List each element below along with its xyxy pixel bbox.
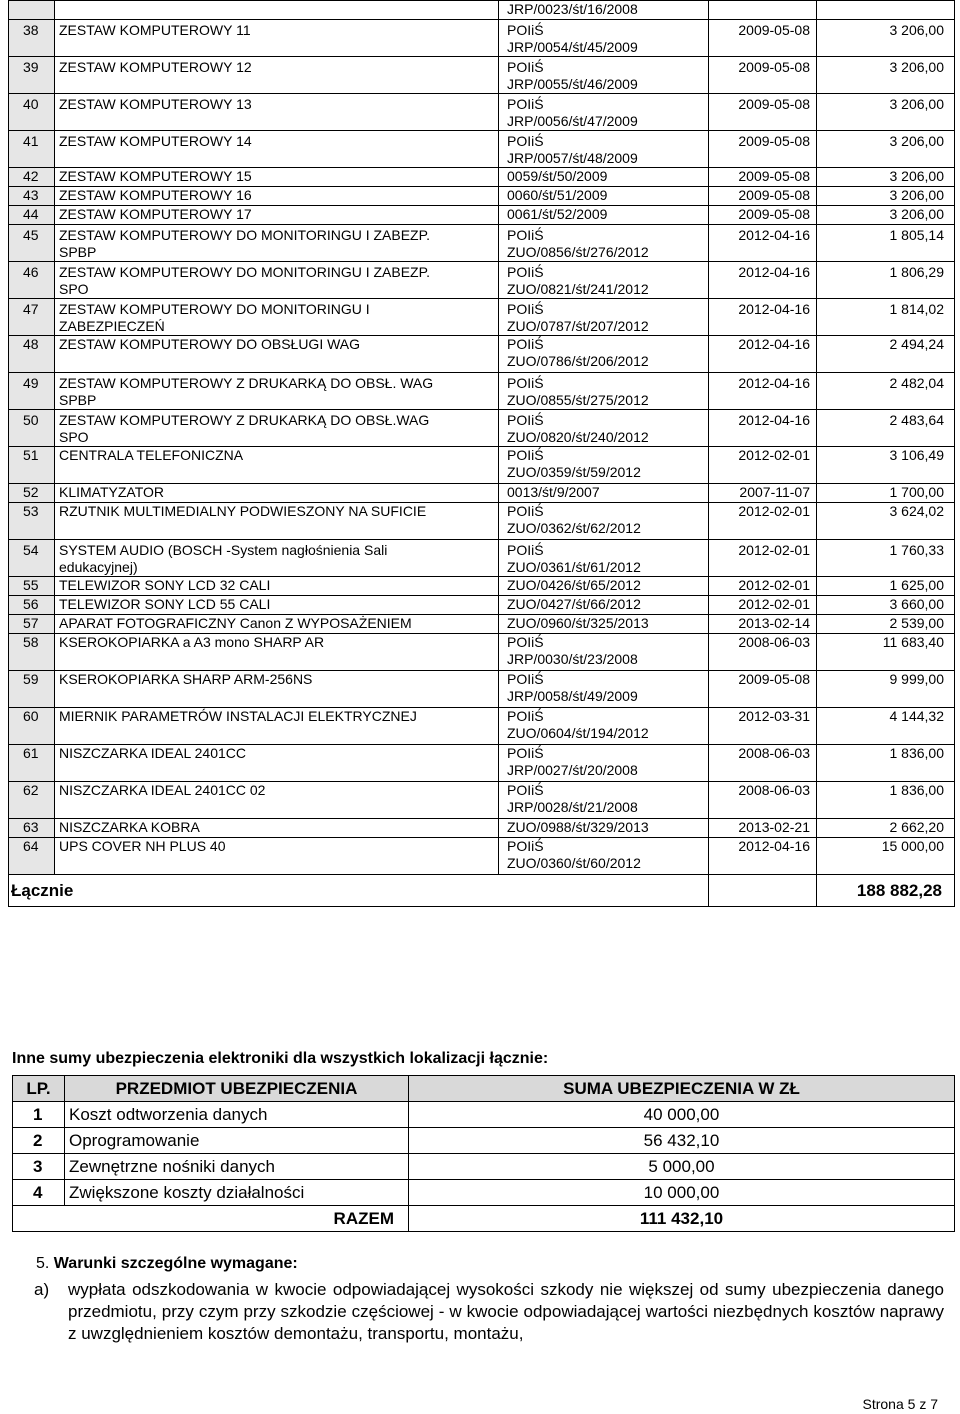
item-name: CENTRALA TELEFONICZNA — [59, 447, 244, 463]
inventory-number: POIiŚ — [507, 671, 544, 687]
inventory-number: POIiŚ — [507, 96, 544, 112]
table-row — [9, 57, 955, 94]
inventory-number: JRP/0028/śt/21/2008 — [507, 799, 638, 815]
item-name: ZESTAW KOMPUTEROWY Z DRUKARKĄ DO OBSŁ. WAG — [59, 375, 434, 391]
lp-cell: 39 — [9, 57, 55, 94]
date-cell: 2012-02-01 — [709, 577, 817, 596]
inventory-cell — [499, 262, 709, 299]
page-number: Strona 5 z 7 — [862, 1396, 938, 1412]
name-cell — [55, 299, 499, 336]
date-cell: 2012-02-01 — [709, 503, 817, 540]
lp-cell: 45 — [9, 225, 55, 262]
name-cell — [55, 1, 499, 20]
table-row — [9, 484, 955, 503]
value-cell: 3 624,02 — [817, 503, 955, 540]
item-name: edukacyjnej) — [59, 559, 138, 575]
name-cell — [55, 838, 499, 875]
item-name: SPBP — [59, 244, 97, 260]
item-name: SPO — [59, 281, 89, 297]
inventory-number: JRP/0027/śt/20/2008 — [507, 762, 638, 778]
value-cell: 1 625,00 — [817, 577, 955, 596]
table-row — [9, 838, 955, 875]
value-cell: 3 206,00 — [817, 187, 955, 206]
lp-cell: 38 — [9, 20, 55, 57]
inventory-number: POIiŚ — [507, 745, 544, 761]
date-cell: 2009-05-08 — [709, 187, 817, 206]
table-row — [9, 206, 955, 225]
inventory-number: POIiŚ — [507, 708, 544, 724]
inventory-number: JRP/0056/śt/47/2009 — [507, 113, 638, 129]
lp-cell: 54 — [9, 540, 55, 577]
table-row — [9, 131, 955, 168]
inventory-cell — [499, 206, 709, 225]
inventory-number: POIiŚ — [507, 447, 544, 463]
amount-cell: 5 000,00 — [409, 1154, 955, 1180]
item-name: ZESTAW KOMPUTEROWY 15 — [59, 168, 252, 184]
lp-cell: 44 — [9, 206, 55, 225]
lp-cell: 3 — [13, 1154, 65, 1180]
lp-cell: 1 — [13, 1102, 65, 1128]
date-cell: 2012-03-31 — [709, 708, 817, 745]
lp-cell: 59 — [9, 671, 55, 708]
inventory-cell — [499, 57, 709, 94]
value-cell: 4 144,32 — [817, 708, 955, 745]
lp-cell — [9, 1, 55, 20]
table-row — [9, 299, 955, 336]
value-cell: 2 494,24 — [817, 336, 955, 373]
date-cell: 2008-06-03 — [709, 745, 817, 782]
date-cell: 2012-04-16 — [709, 838, 817, 875]
lp-cell: 48 — [9, 336, 55, 373]
lp-cell: 50 — [9, 410, 55, 447]
inventory-number: POIiŚ — [507, 412, 544, 428]
date-cell: 2013-02-14 — [709, 615, 817, 634]
date-cell: 2012-04-16 — [709, 410, 817, 447]
inventory-cell — [499, 94, 709, 131]
column-header-sum: SUMA UBEZPIECZENIA W ZŁ — [409, 1076, 955, 1102]
item-name: KSEROKOPIARKA SHARP ARM-256NS — [59, 671, 313, 687]
inventory-number: 0061/śt/52/2009 — [507, 206, 608, 222]
lp-cell: 63 — [9, 819, 55, 838]
item-name: KSEROKOPIARKA a A3 mono SHARP AR — [59, 634, 325, 650]
name-cell — [55, 615, 499, 634]
inventory-number: ZUO/0604/śt/194/2012 — [507, 725, 649, 741]
lp-cell: 56 — [9, 596, 55, 615]
inventory-number: POIiŚ — [507, 264, 544, 280]
item-name: ZESTAW KOMPUTEROWY 11 — [59, 22, 251, 38]
item-name: ZESTAW KOMPUTEROWY Z DRUKARKĄ DO OBSŁ.WAG — [59, 412, 430, 428]
lp-cell: 61 — [9, 745, 55, 782]
name-cell — [55, 708, 499, 745]
lp-cell: 64 — [9, 838, 55, 875]
lp-cell: 41 — [9, 131, 55, 168]
lp-cell: 46 — [9, 262, 55, 299]
inventory-number: ZUO/0786/śt/206/2012 — [507, 353, 649, 369]
inventory-cell — [499, 373, 709, 410]
electronics-heading: Inne sumy ubezpieczenia elektroniki dla wszystkich lokalizacji łącznie: — [12, 1050, 549, 1067]
name-cell — [55, 819, 499, 838]
item-name: MIERNIK PARAMETRÓW INSTALACJI ELEKTRYCZNEJ — [59, 708, 417, 724]
inventory-cell — [499, 634, 709, 671]
column-header-lp: LP. — [13, 1076, 65, 1102]
name-cell — [55, 745, 499, 782]
inventory-cell — [499, 838, 709, 875]
amount-cell: 56 432,10 — [409, 1128, 955, 1154]
date-cell: 2012-04-16 — [709, 336, 817, 373]
inventory-number: 0059/śt/50/2009 — [507, 168, 608, 184]
inventory-number: JRP/0055/śt/46/2009 — [507, 76, 638, 92]
inventory-cell — [499, 1, 709, 20]
inventory-cell — [499, 782, 709, 819]
assets-table — [8, 0, 955, 907]
table-row — [9, 819, 955, 838]
sum-label: RAZEM — [13, 1206, 409, 1232]
item-name: UPS COVER NH PLUS 40 — [59, 838, 226, 854]
lp-cell: 62 — [9, 782, 55, 819]
amount-cell: 10 000,00 — [409, 1180, 955, 1206]
conditions-item-label: a) — [34, 1280, 50, 1299]
item-name: NISZCZARKA IDEAL 2401CC — [59, 745, 246, 761]
electronics-header-row — [13, 1076, 955, 1102]
lp-cell: 43 — [9, 187, 55, 206]
inventory-number: ZUO/0988/śt/329/2013 — [507, 819, 649, 835]
conditions-item — [34, 1279, 944, 1345]
electronics-row — [13, 1128, 955, 1154]
item-name: ZESTAW KOMPUTEROWY 13 — [59, 96, 252, 112]
name-cell — [55, 336, 499, 373]
inventory-number: ZUO/0362/śt/62/2012 — [507, 520, 641, 536]
total-row — [9, 875, 955, 907]
value-cell: 3 206,00 — [817, 94, 955, 131]
item-name: TELEWIZOR SONY LCD 55 CALI — [59, 596, 271, 612]
inventory-cell — [499, 745, 709, 782]
inventory-cell — [499, 540, 709, 577]
inventory-number: ZUO/0427/śt/66/2012 — [507, 596, 641, 612]
date-cell: 2009-05-08 — [709, 57, 817, 94]
item-name: SPO — [59, 429, 89, 445]
date-cell — [709, 1, 817, 20]
item-name: ZESTAW KOMPUTEROWY DO MONITORINGU I ZABEZP. — [59, 227, 431, 243]
name-cell — [55, 540, 499, 577]
lp-cell: 49 — [9, 373, 55, 410]
inventory-number: ZUO/0360/śt/60/2012 — [507, 855, 641, 871]
lp-cell: 40 — [9, 94, 55, 131]
inventory-number: 0013/śt/9/2007 — [507, 484, 600, 500]
inventory-cell — [499, 484, 709, 503]
inventory-number: JRP/0058/śt/49/2009 — [507, 688, 638, 704]
item-name: ZESTAW KOMPUTEROWY DO MONITORINGU I — [59, 301, 370, 317]
table-row — [9, 225, 955, 262]
sum-value: 111 432,10 — [409, 1206, 955, 1232]
table-row — [9, 634, 955, 671]
inventory-number: POIiŚ — [507, 542, 544, 558]
item-name: ZESTAW KOMPUTEROWY DO OBSŁUGI WAG — [59, 336, 361, 352]
total-label: Łącznie — [9, 875, 709, 907]
inventory-number: POIiŚ — [507, 133, 544, 149]
conditions-heading — [36, 1255, 298, 1273]
table-row — [9, 577, 955, 596]
item-name: ZESTAW KOMPUTEROWY 14 — [59, 133, 252, 149]
value-cell: 1 836,00 — [817, 782, 955, 819]
inventory-cell — [499, 168, 709, 187]
value-cell: 1 700,00 — [817, 484, 955, 503]
inventory-number: JRP/0057/śt/48/2009 — [507, 150, 638, 166]
date-cell: 2009-05-08 — [709, 671, 817, 708]
item-name: NISZCZARKA KOBRA — [59, 819, 200, 835]
inventory-cell — [499, 447, 709, 484]
inventory-number: POIiŚ — [507, 503, 544, 519]
table-row — [9, 447, 955, 484]
value-cell: 3 206,00 — [817, 206, 955, 225]
item-name: NISZCZARKA IDEAL 2401CC 02 — [59, 782, 266, 798]
name-cell — [55, 503, 499, 540]
name-cell — [55, 20, 499, 57]
value-cell: 11 683,40 — [817, 634, 955, 671]
date-cell: 2009-05-08 — [709, 168, 817, 187]
inventory-cell — [499, 20, 709, 57]
item-name: ZESTAW KOMPUTEROWY 16 — [59, 187, 252, 203]
inventory-number: ZUO/0855/śt/275/2012 — [507, 392, 649, 408]
lp-cell: 42 — [9, 168, 55, 187]
inventory-number: ZUO/0856/śt/276/2012 — [507, 244, 649, 260]
name-cell — [55, 57, 499, 94]
name-cell — [55, 131, 499, 168]
name-cell — [55, 94, 499, 131]
date-cell: 2008-06-03 — [709, 634, 817, 671]
table-row — [9, 503, 955, 540]
inventory-cell — [499, 503, 709, 540]
inventory-number: ZUO/0960/śt/325/2013 — [507, 615, 649, 631]
value-cell: 2 662,20 — [817, 819, 955, 838]
value-cell: 3 660,00 — [817, 596, 955, 615]
value-cell: 1 806,29 — [817, 262, 955, 299]
date-cell: 2012-04-16 — [709, 373, 817, 410]
table-row — [9, 262, 955, 299]
lp-cell: 2 — [13, 1128, 65, 1154]
date-cell: 2009-05-08 — [709, 131, 817, 168]
item-name: SYSTEM AUDIO (BOSCH -System nagłośnienia Sali — [59, 542, 388, 558]
inventory-number: ZUO/0821/śt/241/2012 — [507, 281, 649, 297]
table-row — [9, 373, 955, 410]
value-cell: 3 206,00 — [817, 57, 955, 94]
value-cell: 1 814,02 — [817, 299, 955, 336]
column-header-item: PRZEDMIOT UBEZPIECZENIA — [65, 1076, 409, 1102]
value-cell: 2 483,64 — [817, 410, 955, 447]
date-cell: 2012-04-16 — [709, 225, 817, 262]
item-cell: Koszt odtworzenia danych — [65, 1102, 409, 1128]
date-cell: 2012-02-01 — [709, 447, 817, 484]
inventory-cell — [499, 615, 709, 634]
total-spacer — [709, 875, 817, 907]
inventory-number: JRP/0030/śt/23/2008 — [507, 651, 638, 667]
value-cell: 3 106,49 — [817, 447, 955, 484]
item-cell: Zwiększone koszty działalności — [65, 1180, 409, 1206]
value-cell: 2 539,00 — [817, 615, 955, 634]
table-row — [9, 336, 955, 373]
item-name: ZESTAW KOMPUTEROWY 17 — [59, 206, 252, 222]
value-cell: 15 000,00 — [817, 838, 955, 875]
lp-cell: 55 — [9, 577, 55, 596]
name-cell — [55, 410, 499, 447]
date-cell: 2009-05-08 — [709, 206, 817, 225]
name-cell — [55, 168, 499, 187]
name-cell — [55, 577, 499, 596]
lp-cell: 47 — [9, 299, 55, 336]
table-row — [9, 187, 955, 206]
inventory-number: 0060/śt/51/2009 — [507, 187, 608, 203]
inventory-number: JRP/0023/śt/16/2008 — [507, 1, 638, 17]
name-cell — [55, 262, 499, 299]
name-cell — [55, 206, 499, 225]
table-row — [9, 94, 955, 131]
electronics-table — [12, 1075, 955, 1232]
date-cell: 2009-05-08 — [709, 94, 817, 131]
name-cell — [55, 187, 499, 206]
inventory-number: ZUO/0787/śt/207/2012 — [507, 318, 649, 334]
inventory-number: POIiŚ — [507, 838, 544, 854]
item-name: ZABEZPIECZEŃ — [59, 318, 165, 334]
inventory-cell — [499, 131, 709, 168]
inventory-number: POIiŚ — [507, 227, 544, 243]
amount-cell: 40 000,00 — [409, 1102, 955, 1128]
inventory-number: POIiŚ — [507, 634, 544, 650]
lp-cell: 52 — [9, 484, 55, 503]
inventory-number: ZUO/0426/śt/65/2012 — [507, 577, 641, 593]
table-row — [9, 782, 955, 819]
value-cell: 1 760,33 — [817, 540, 955, 577]
inventory-number: ZUO/0359/śt/59/2012 — [507, 464, 641, 480]
inventory-number: ZUO/0361/śt/61/2012 — [507, 559, 641, 575]
value-cell: 1 836,00 — [817, 745, 955, 782]
value-cell: 2 482,04 — [817, 373, 955, 410]
date-cell: 2012-04-16 — [709, 299, 817, 336]
inventory-cell — [499, 299, 709, 336]
inventory-cell — [499, 708, 709, 745]
item-name: APARAT FOTOGRAFICZNY Canon Z WYPOSAŻENIEM — [59, 615, 412, 631]
date-cell: 2012-02-01 — [709, 596, 817, 615]
date-cell: 2013-02-21 — [709, 819, 817, 838]
value-cell — [817, 1, 955, 20]
item-name: TELEWIZOR SONY LCD 32 CALI — [59, 577, 271, 593]
item-name: ZESTAW KOMPUTEROWY DO MONITORINGU I ZABEZP. — [59, 264, 431, 280]
electronics-row — [13, 1102, 955, 1128]
inventory-number: POIiŚ — [507, 782, 544, 798]
item-cell: Oprogramowanie — [65, 1128, 409, 1154]
conditions-title: Warunki szczególne wymagane: — [53, 1255, 298, 1272]
lp-cell: 60 — [9, 708, 55, 745]
date-cell: 2008-06-03 — [709, 782, 817, 819]
date-cell: 2012-04-16 — [709, 262, 817, 299]
date-cell: 2009-05-08 — [709, 20, 817, 57]
table-row — [9, 745, 955, 782]
inventory-cell — [499, 336, 709, 373]
value-cell: 1 805,14 — [817, 225, 955, 262]
item-name: SPBP — [59, 392, 97, 408]
lp-cell: 57 — [9, 615, 55, 634]
lp-cell: 4 — [13, 1180, 65, 1206]
date-cell: 2007-11-07 — [709, 484, 817, 503]
inventory-cell — [499, 410, 709, 447]
inventory-cell — [499, 671, 709, 708]
inventory-cell — [499, 819, 709, 838]
inventory-cell — [499, 225, 709, 262]
value-cell: 3 206,00 — [817, 20, 955, 57]
inventory-number: POIiŚ — [507, 336, 544, 352]
table-row — [9, 20, 955, 57]
table-row-continuation — [9, 1, 955, 20]
lp-cell: 58 — [9, 634, 55, 671]
table-row — [9, 615, 955, 634]
lp-cell: 53 — [9, 503, 55, 540]
value-cell: 9 999,00 — [817, 671, 955, 708]
inventory-number: JRP/0054/śt/45/2009 — [507, 39, 638, 55]
name-cell — [55, 782, 499, 819]
value-cell: 3 206,00 — [817, 168, 955, 187]
name-cell — [55, 634, 499, 671]
inventory-number: POIiŚ — [507, 59, 544, 75]
table-row — [9, 596, 955, 615]
item-name: ZESTAW KOMPUTEROWY 12 — [59, 59, 252, 75]
inventory-number: POIiŚ — [507, 22, 544, 38]
item-name: KLIMATYZATOR — [59, 484, 165, 500]
inventory-number: POIiŚ — [507, 375, 544, 391]
name-cell — [55, 225, 499, 262]
total-value: 188 882,28 — [817, 875, 955, 907]
name-cell — [55, 484, 499, 503]
inventory-number: ZUO/0820/śt/240/2012 — [507, 429, 649, 445]
value-cell: 3 206,00 — [817, 131, 955, 168]
table-row — [9, 540, 955, 577]
conditions-number: 5. — [36, 1255, 50, 1272]
name-cell — [55, 671, 499, 708]
name-cell — [55, 596, 499, 615]
electronics-row — [13, 1154, 955, 1180]
inventory-cell — [499, 187, 709, 206]
inventory-cell — [499, 596, 709, 615]
name-cell — [55, 447, 499, 484]
table-row — [9, 671, 955, 708]
date-cell: 2012-02-01 — [709, 540, 817, 577]
conditions-item-text: wypłata odszkodowania w kwocie odpowiadającej wysokości szkody nie większej od sumy ubezpieczenia danego przedmiotu, przy czym przy szkodzie częściowej - w kwocie odpowiadającej wartości niezbędnych kosztów naprawy z uwzględnieniem kosztów demontażu, transportu, montażu, — [68, 1280, 944, 1343]
inventory-cell — [499, 577, 709, 596]
table-row — [9, 708, 955, 745]
item-name: RZUTNIK MULTIMEDIALNY PODWIESZONY NA SUFICIE — [59, 503, 427, 519]
electronics-row — [13, 1180, 955, 1206]
table-row — [9, 410, 955, 447]
electronics-sum-row — [13, 1206, 955, 1232]
item-cell: Zewnętrzne nośniki danych — [65, 1154, 409, 1180]
name-cell — [55, 373, 499, 410]
inventory-number: POIiŚ — [507, 301, 544, 317]
lp-cell: 51 — [9, 447, 55, 484]
table-row — [9, 168, 955, 187]
